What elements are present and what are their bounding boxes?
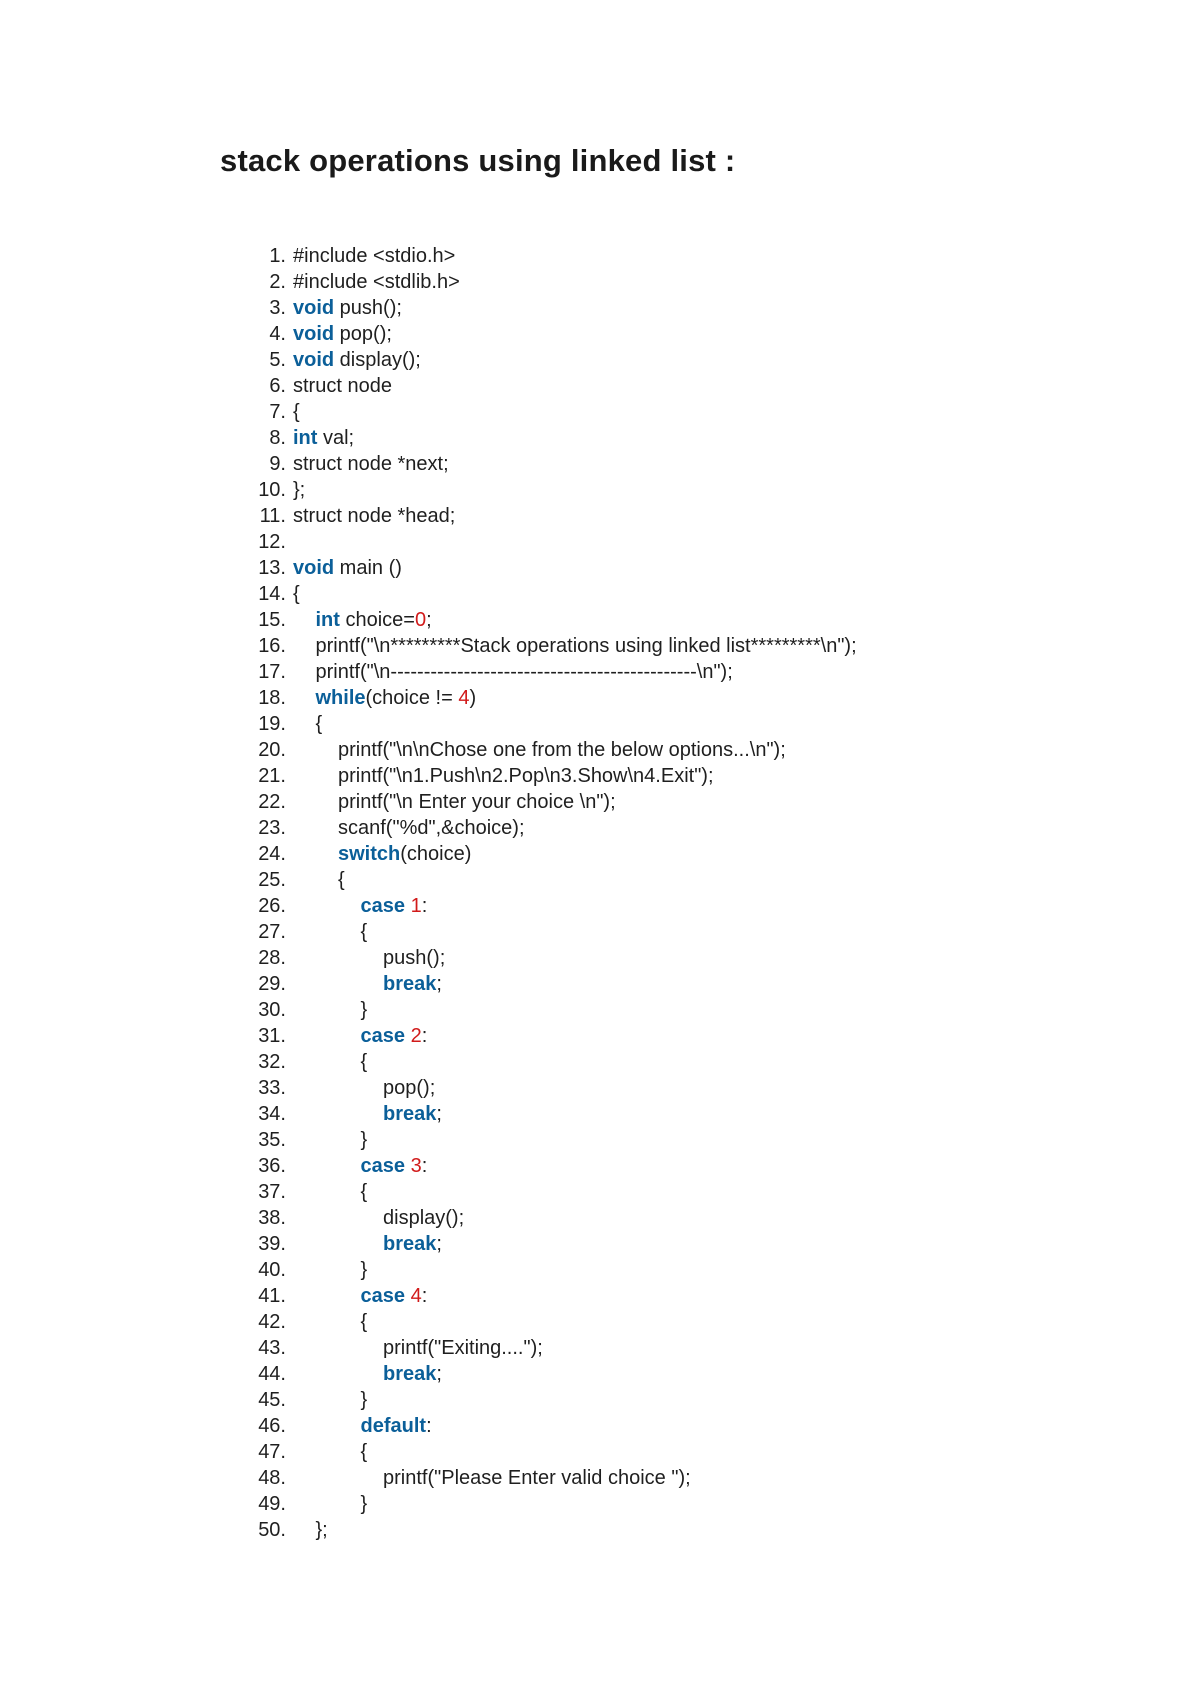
line-number: 7. <box>269 401 286 423</box>
line-number: 41. <box>258 1285 286 1307</box>
code-text: (choice != <box>365 687 459 709</box>
code-text: { <box>360 1441 368 1463</box>
code-keyword: break <box>383 1103 437 1125</box>
line-number: 3. <box>269 297 286 319</box>
code-text: { <box>315 713 323 735</box>
line-number: 37. <box>258 1181 286 1203</box>
line-number: 34. <box>258 1103 286 1125</box>
code-text: { <box>293 583 300 605</box>
line-number: 2. <box>269 271 286 293</box>
code-keyword: case <box>360 1155 405 1177</box>
page-title: stack operations using linked list : <box>220 143 736 178</box>
code-text: display(); <box>383 1207 465 1229</box>
line-number: 27. <box>258 921 286 943</box>
code-text: : <box>421 1155 428 1177</box>
code-text: ; <box>426 609 432 631</box>
code-text: main () <box>334 557 402 579</box>
line-number: 42. <box>258 1311 286 1333</box>
code-text: ; <box>436 1103 442 1125</box>
code-text: push(); <box>383 947 446 969</box>
line-number: 17. <box>258 661 286 683</box>
line-number: 30. <box>258 999 286 1021</box>
line-code <box>383 1205 464 1231</box>
line-code <box>383 1361 442 1387</box>
line-code <box>338 737 786 763</box>
line-number: 46. <box>258 1415 286 1437</box>
line-number: 1. <box>269 245 286 267</box>
line-number: 12. <box>258 531 286 553</box>
line-code <box>316 659 733 685</box>
code-number-literal: 4 <box>458 687 470 709</box>
code-keyword: default <box>360 1415 427 1437</box>
code-text: }; <box>293 479 306 501</box>
code-text: choice= <box>339 609 415 631</box>
line-number: 10. <box>258 479 286 501</box>
code-text: printf("Exiting...."); <box>383 1337 543 1359</box>
line-number: 9. <box>269 453 286 475</box>
line-number: 18. <box>258 687 286 709</box>
line-number: 23. <box>258 817 286 839</box>
line-code <box>293 321 392 347</box>
code-text: }; <box>315 1519 328 1541</box>
code-text: printf("\n----------------------------------------------\n"); <box>315 661 733 683</box>
code-text: : <box>421 895 428 917</box>
code-keyword: void <box>293 323 335 345</box>
line-number: 45. <box>258 1389 286 1411</box>
line-number: 20. <box>258 739 286 761</box>
line-code <box>383 1335 543 1361</box>
line-number: 19. <box>258 713 286 735</box>
code-keyword: while <box>315 687 366 709</box>
line-code <box>338 841 471 867</box>
code-text: ; <box>436 973 442 995</box>
code-text: } <box>360 1259 368 1281</box>
line-number: 16. <box>258 635 286 657</box>
code-text: ; <box>436 1363 442 1385</box>
line-code <box>316 711 323 737</box>
line-code <box>361 1179 368 1205</box>
code-keyword: void <box>293 557 335 579</box>
code-text: { <box>360 1051 368 1073</box>
line-code <box>383 1101 442 1127</box>
line-number: 48. <box>258 1467 286 1489</box>
line-code <box>361 1439 368 1465</box>
code-text: #include <stdlib.h> <box>293 271 460 293</box>
line-code <box>361 1491 368 1517</box>
line-code <box>293 451 449 477</box>
code-keyword: int <box>293 427 318 449</box>
line-number: 43. <box>258 1337 286 1359</box>
line-number: 13. <box>258 557 286 579</box>
code-text: { <box>293 401 300 423</box>
code-number-literal: 0 <box>415 609 427 631</box>
line-code <box>316 607 432 633</box>
code-text: : <box>421 1285 428 1307</box>
code-keyword: switch <box>338 843 401 865</box>
line-code <box>361 1413 432 1439</box>
code-number-literal: 3 <box>410 1155 422 1177</box>
code-text: display(); <box>334 349 421 371</box>
line-code <box>361 1387 368 1413</box>
code-text: { <box>360 1311 368 1333</box>
code-text: printf("\n Enter your choice \n"); <box>338 791 616 813</box>
line-code <box>361 919 368 945</box>
code-keyword: case <box>360 895 405 917</box>
line-code <box>293 243 455 269</box>
line-number: 35. <box>258 1129 286 1151</box>
line-number: 8. <box>269 427 286 449</box>
code-keyword: break <box>383 973 437 995</box>
code-text: struct node <box>293 375 392 397</box>
code-keyword: case <box>360 1285 405 1307</box>
line-number: 40. <box>258 1259 286 1281</box>
code-text: } <box>360 1129 368 1151</box>
code-text: #include <stdio.h> <box>293 245 456 267</box>
line-code <box>361 1283 428 1309</box>
code-text: { <box>338 869 345 891</box>
code-text: val; <box>317 427 355 449</box>
line-number: 14. <box>258 583 286 605</box>
line-number: 29. <box>258 973 286 995</box>
line-number: 44. <box>258 1363 286 1385</box>
line-code <box>361 893 428 919</box>
code-keyword: int <box>315 609 340 631</box>
line-code <box>316 633 857 659</box>
code-text: : <box>421 1025 428 1047</box>
code-text: struct node *next; <box>293 453 449 475</box>
code-text: printf("\n*********Stack operations using linked list*********\n"); <box>315 635 857 657</box>
line-code <box>338 789 616 815</box>
line-number: 15. <box>258 609 286 631</box>
line-number: 36. <box>258 1155 286 1177</box>
line-code <box>293 503 455 529</box>
line-number: 49. <box>258 1493 286 1515</box>
line-number: 39. <box>258 1233 286 1255</box>
line-number: 26. <box>258 895 286 917</box>
code-text: scanf("%d",&choice); <box>338 817 525 839</box>
code-keyword: void <box>293 349 335 371</box>
code-text: : <box>426 1415 432 1437</box>
line-code <box>293 581 300 607</box>
code-text: pop(); <box>334 323 392 345</box>
line-code <box>293 399 300 425</box>
line-number: 38. <box>258 1207 286 1229</box>
line-code <box>361 997 368 1023</box>
line-code <box>293 477 305 503</box>
line-number: 32. <box>258 1051 286 1073</box>
line-number: 24. <box>258 843 286 865</box>
line-code <box>361 1127 368 1153</box>
code-keyword: break <box>383 1233 437 1255</box>
line-number: 28. <box>258 947 286 969</box>
line-number: 50. <box>258 1519 286 1541</box>
code-text: push(); <box>334 297 402 319</box>
line-code <box>383 1231 442 1257</box>
line-code <box>361 1153 428 1179</box>
code-text: printf("\n1.Push\n2.Pop\n3.Show\n4.Exit"); <box>338 765 714 787</box>
line-number: 25. <box>258 869 286 891</box>
code-text: } <box>360 1389 368 1411</box>
code-number-literal: 2 <box>410 1025 422 1047</box>
code-keyword: case <box>360 1025 405 1047</box>
line-code <box>338 763 714 789</box>
code-text: pop(); <box>383 1077 436 1099</box>
line-code <box>361 1257 368 1283</box>
line-number: 4. <box>269 323 286 345</box>
code-text: printf("\n\nChose one from the below options...\n"); <box>338 739 786 761</box>
line-code <box>383 1465 691 1491</box>
code-text: (choice) <box>400 843 472 865</box>
code-text: printf("Please Enter valid choice "); <box>383 1467 691 1489</box>
code-text: } <box>360 1493 368 1515</box>
line-code <box>316 685 477 711</box>
code-text: { <box>360 1181 368 1203</box>
line-code <box>361 1309 368 1335</box>
line-number: 22. <box>258 791 286 813</box>
code-text: ) <box>469 687 477 709</box>
line-code <box>383 971 442 997</box>
code-text: ; <box>436 1233 442 1255</box>
line-code <box>361 1023 428 1049</box>
code-number-literal: 4 <box>410 1285 422 1307</box>
line-code <box>293 269 460 295</box>
line-code <box>293 555 402 581</box>
line-code <box>293 347 421 373</box>
code-text: { <box>360 921 368 943</box>
line-number: 47. <box>258 1441 286 1463</box>
line-code <box>383 945 445 971</box>
line-code <box>293 295 402 321</box>
line-code <box>338 867 345 893</box>
line-number: 6. <box>269 375 286 397</box>
line-number: 11. <box>259 505 286 527</box>
line-number: 21. <box>258 765 286 787</box>
line-code <box>293 425 354 451</box>
code-number-literal: 1 <box>410 895 422 917</box>
line-code <box>316 1517 328 1543</box>
line-code <box>293 373 392 399</box>
line-number: 33. <box>258 1077 286 1099</box>
line-code <box>383 1075 435 1101</box>
line-number: 31. <box>258 1025 286 1047</box>
code-keyword: void <box>293 297 335 319</box>
line-code <box>361 1049 368 1075</box>
line-code <box>338 815 525 841</box>
code-text: } <box>360 999 368 1021</box>
code-keyword: break <box>383 1363 437 1385</box>
line-number: 5. <box>269 349 286 371</box>
code-text: struct node *head; <box>293 505 456 527</box>
